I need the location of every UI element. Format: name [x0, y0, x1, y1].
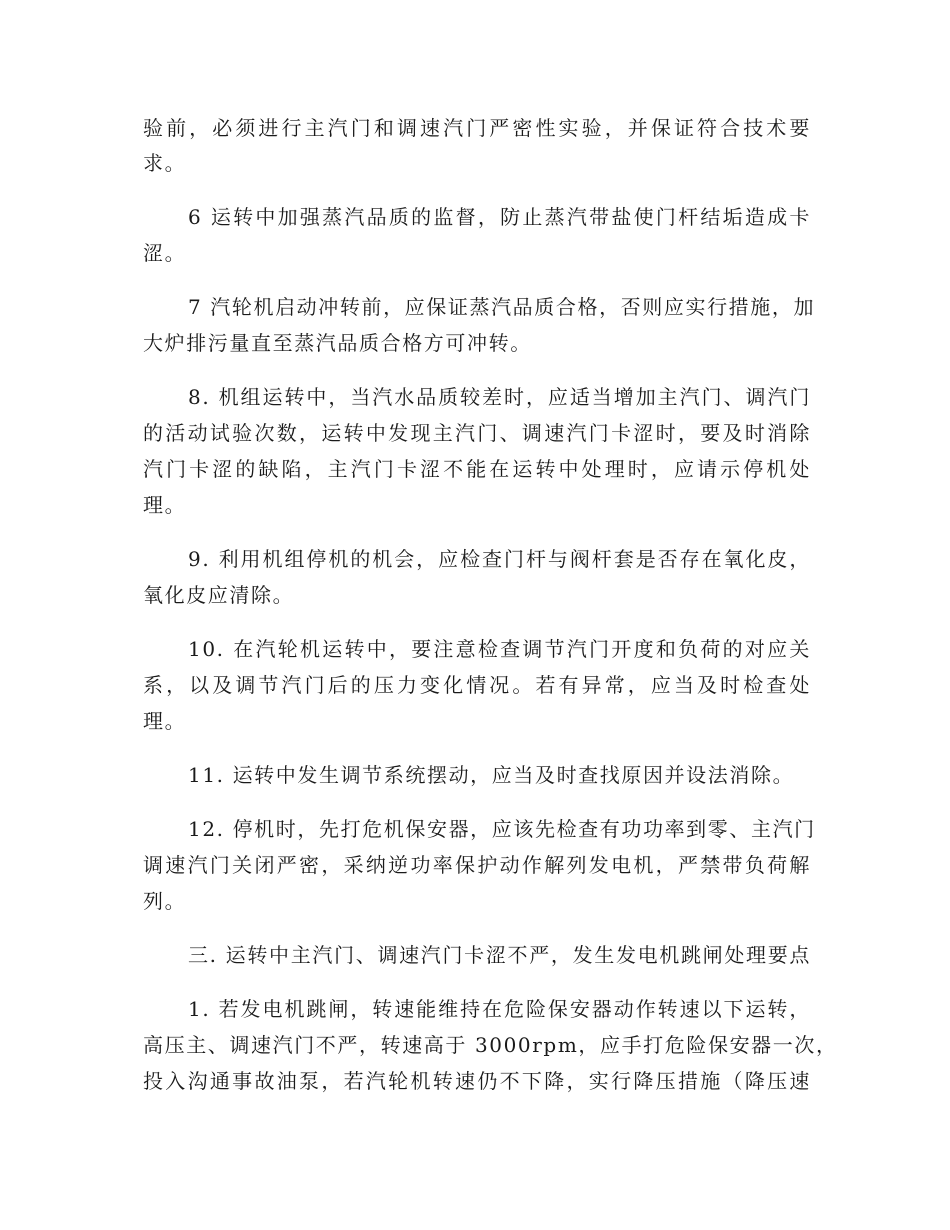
paragraph-line: 汽门卡涩的缺陷，主汽门卡涩不能在运转中处理时，应请示停机处: [143, 457, 811, 481]
paragraph-line: 理。: [143, 493, 187, 517]
paragraph-line: 10. 在汽轮机运转中，要注意检查调节汽门开度和负荷的对应关: [188, 637, 811, 661]
paragraph-line: 11. 运转中发生调节系统摆动，应当及时查找原因并设法消除。: [188, 763, 795, 787]
paragraph-line: 理。: [143, 709, 187, 733]
paragraph-line: 7 汽轮机启动冲转前，应保证蒸汽品质合格，否则应实行措施，加: [188, 295, 816, 319]
paragraph-line: 求。: [143, 151, 187, 175]
paragraph-line: 氧化皮应清除。: [143, 583, 295, 607]
paragraph-line: 高压主、调速汽门不严，转速高于 3000rpm，应手打危险保安器一次，: [143, 1033, 838, 1057]
paragraph-line: 12. 停机时，先打危机保安器，应该先检查有功功率到零、主汽门: [188, 817, 816, 841]
paragraph-line: 6 运转中加强蒸汽品质的监督，防止蒸汽带盐使门杆结垢造成卡: [188, 205, 811, 229]
paragraph-line: 验前，必须进行主汽门和调速汽门严密性实验，并保证符合技术要: [143, 116, 811, 140]
paragraph-line: 调速汽门关闭严密，采纳逆功率保护动作解列发电机，严禁带负荷解: [143, 853, 811, 877]
paragraph-line: 9. 利用机组停机的机会，应检查门杆与阀杆套是否存在氧化皮，: [188, 547, 811, 571]
section-heading-line: 三. 运转中主汽门、调速汽门卡涩不严，发生发电机跳闸处理要点: [188, 943, 811, 967]
paragraph-line: 投入沟通事故油泵，若汽轮机转速仍不下降，实行降压措施（降压速: [143, 1069, 811, 1093]
paragraph-line: 涩。: [143, 241, 187, 265]
paragraph-line: 系，以及调节汽门后的压力变化情况。若有异常，应当及时检查处: [143, 673, 811, 697]
paragraph-line: 列。: [143, 889, 187, 913]
paragraph-line: 大炉排污量直至蒸汽品质合格方可冲转。: [143, 331, 532, 355]
paragraph-line: 1. 若发电机跳闸，转速能维持在危险保安器动作转速以下运转，: [188, 997, 811, 1021]
paragraph-line: 的活动试验次数，运转中发现主汽门、调速汽门卡涩时，要及时消除: [143, 421, 811, 445]
paragraph-line: 8. 机组运转中，当汽水品质较差时，应适当增加主汽门、调汽门: [188, 385, 811, 409]
